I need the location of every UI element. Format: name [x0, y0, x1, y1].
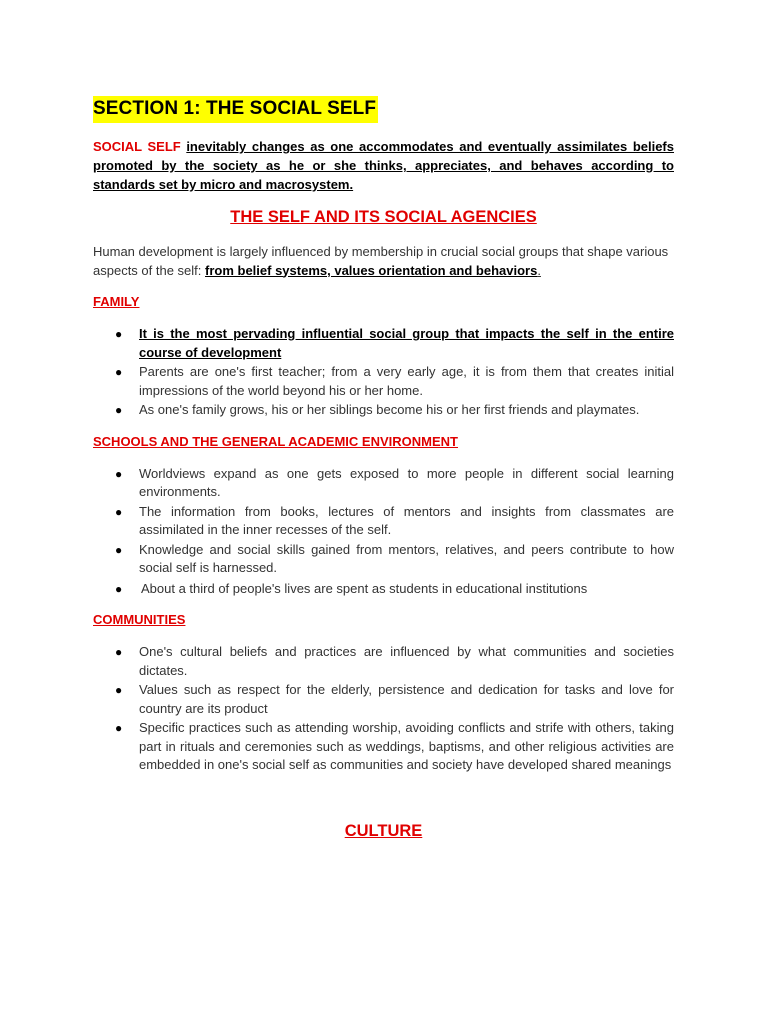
list-item: ● The information from books, lectures of mentors and insights from classmates are assimilated in the inner recesses of the self.	[115, 503, 674, 537]
intro-definition: inevitably changes as one accommodates and eventually assimilates beliefs promoted by the society as he or she thinks, appreciates, and behaves according to standards set by micro and macrosystem.	[93, 139, 674, 192]
list-item: ● Knowledge and social skills gained from mentors, relatives, and peers contribute to how social self is harnessed.	[115, 541, 674, 575]
bullet-icon: ●	[115, 504, 123, 519]
list-item: ● Worldviews expand as one gets exposed to more people in different social learning environments.	[115, 465, 674, 499]
list-item: ● Specific practices such as attending worship, avoiding conflicts and strife with others, taking part in rituals and ceremonies such as weddings, baptisms, and other religious activities are embedded in one's social self as communities and society have developed shared meanings	[115, 720, 674, 772]
list-item: ● Values such as respect for the elderly, persistence and dedication for tasks and love for country are its product	[115, 682, 674, 716]
culture-heading: CULTURE	[344, 821, 423, 840]
agencies-text: Human development is largely influenced by membership in crucial social groups that shape various aspects of the self:	[93, 244, 669, 278]
bullet-icon: ●	[115, 403, 123, 417]
list-item: ● About a third of people's lives are spent as students in educational institutions	[93, 580, 674, 599]
agencies-trail: .	[537, 262, 541, 278]
family-list	[93, 325, 674, 420]
communities-heading: COMMUNITIES	[93, 612, 186, 627]
bullet-icon: ●	[115, 365, 123, 379]
social-self-term: SOCIAL SELF	[93, 139, 181, 154]
bullet-icon: ●	[115, 721, 123, 735]
section-title: SECTION 1: THE SOCIAL SELF	[93, 96, 378, 123]
intro-paragraph	[93, 137, 674, 194]
bullet-icon: ●	[115, 466, 123, 481]
bullet-icon: ●	[115, 645, 123, 659]
bullet-icon: ●	[115, 542, 123, 557]
schools-list	[93, 465, 674, 599]
family-heading: FAMILY	[93, 294, 140, 309]
bullet-icon: ●	[115, 683, 123, 697]
list-item: ● Parents are one's first teacher; from a very early age, it is from them that creates initial impressions of the world beyond his or her home.	[115, 364, 674, 398]
bullet-icon: ●	[115, 581, 123, 596]
list-item: ● As one's family grows, his or her siblings become his or her first friends and playmates.	[93, 401, 674, 420]
list-item: ● One's cultural beliefs and practices are influenced by what communities and societies dictates.	[115, 644, 674, 678]
communities-list	[93, 643, 674, 775]
agencies-paragraph	[93, 243, 674, 280]
list-item: ● It is the most pervading influential social group that impacts the self in the entire course of development	[115, 326, 674, 360]
schools-heading: SCHOOLS AND THE GENERAL ACADEMIC ENVIRONMENT	[93, 433, 458, 449]
document-page	[93, 96, 674, 841]
agencies-heading: THE SELF AND ITS SOCIAL AGENCIES	[230, 208, 537, 226]
bullet-icon: ●	[115, 327, 123, 341]
agencies-emphasis: from belief systems, values orientation and behaviors	[205, 262, 538, 278]
